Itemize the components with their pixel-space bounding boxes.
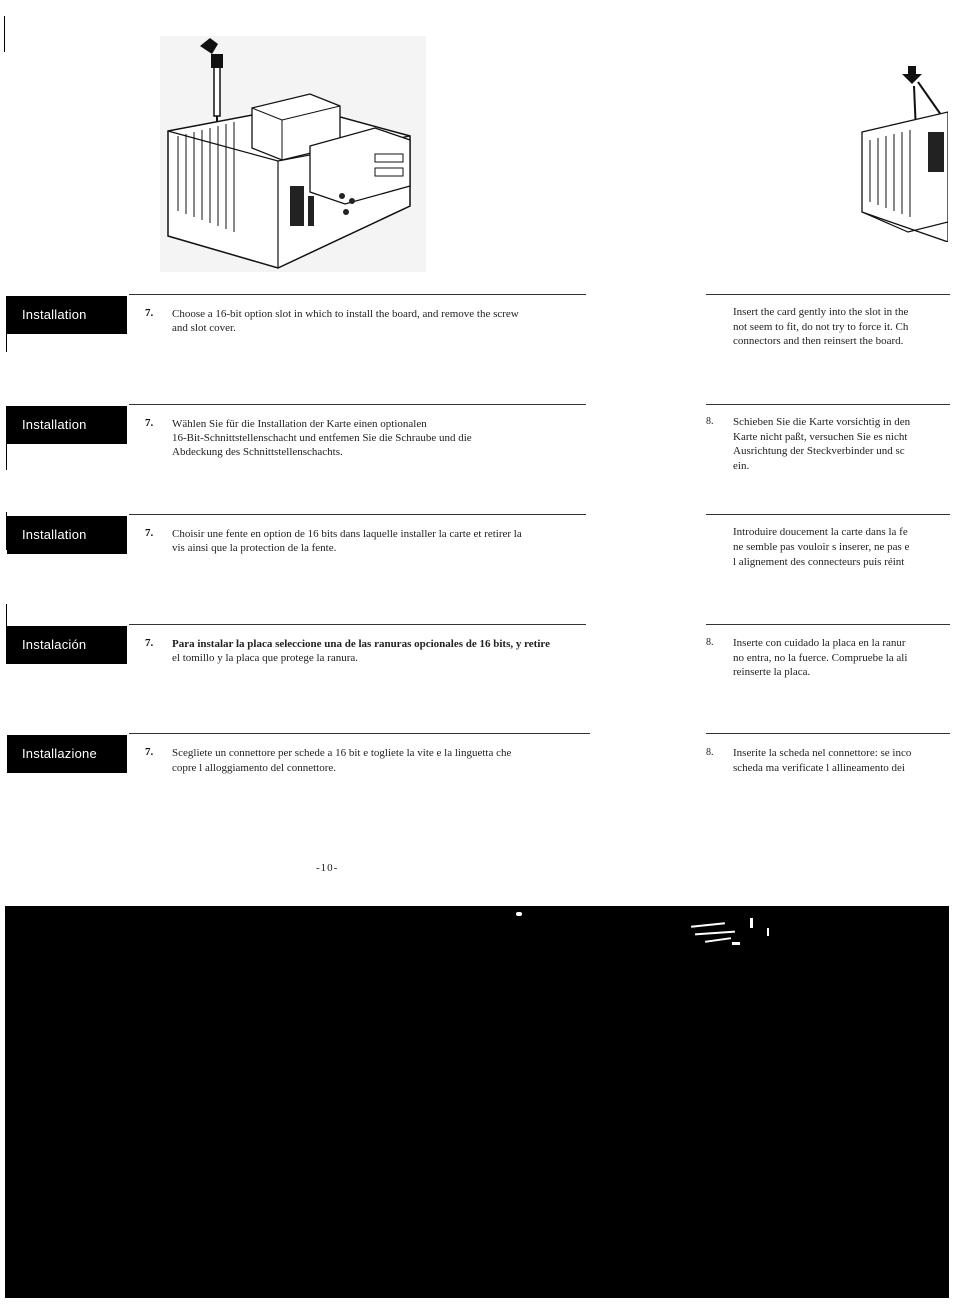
screwdriver-shaft [214, 66, 220, 116]
right-step-number: 8. [706, 747, 714, 758]
scan-speck [516, 912, 522, 916]
step-text-line: vis ainsi que la protection de la fente. [172, 542, 337, 554]
right-step-text-line: scheda ma verificate l allineamento dei [733, 762, 905, 774]
section-rule [129, 624, 586, 625]
step-text-line: Choose a 16-bit option slot in which to install the board, and remove the screw [172, 308, 519, 320]
step-number: 7. [145, 746, 154, 758]
scan-speck [705, 937, 731, 943]
right-step-text-line: no entra, no la fuerce. Compruebe la ali [733, 652, 908, 664]
section-bar [6, 296, 7, 352]
step-number: 7. [145, 637, 154, 649]
scan-speck [691, 922, 725, 928]
scan-speck [695, 931, 735, 936]
right-step-text-line: Inserite la scheda nel connettore: se inco [733, 747, 912, 759]
step-text-line: and slot cover. [172, 322, 236, 334]
chassis-drawing [160, 36, 426, 272]
step-number: 7. [145, 417, 154, 429]
step-text-line: Abdeckung des Schnittstellenschachts. [172, 446, 343, 458]
section-header-english: Installation [7, 296, 127, 334]
step-number: 7. [145, 527, 154, 539]
card-insert-drawing [858, 62, 948, 242]
section-bar [6, 406, 7, 470]
right-section-rule [706, 404, 950, 405]
right-step-text-line: ein. [733, 460, 750, 472]
right-step-number: 8. [706, 416, 714, 427]
right-step-text-line: Introduire doucement la carte dans la fe [733, 526, 908, 538]
right-section-rule [706, 624, 950, 625]
step-text-line: Wählen Sie für die Installation der Karte einen optionalen [172, 418, 427, 430]
step-text-line: 16-Bit-Schnittstellenschacht und entfemen Sie die Schraube und die [172, 432, 472, 444]
step-text-line: Para instalar la placa seleccione una de las ranuras opcionales de 16 bits, y retire [172, 638, 550, 650]
right-step-text-line: Karte nicht paßt, versuchen Sie es nicht [733, 431, 908, 443]
right-section-rule [706, 733, 950, 734]
right-step-text-line: reinserte la placa. [733, 666, 811, 678]
section-header-german: Installation [7, 406, 127, 444]
down-arrow-icon [902, 66, 922, 84]
section-bar [6, 604, 7, 664]
scan-speck [732, 942, 740, 945]
section-rule [129, 404, 586, 405]
right-step-text-line: Inserte con cuidado la placa en la ranur [733, 637, 906, 649]
step-text-line: copre l alloggiamento del connettore. [172, 762, 337, 774]
step-text-line: Scegliete un connettore per schede a 16 bit e togliete la vite e la linguetta che [172, 747, 512, 759]
right-step-text-line: Ausrichtung der Steckverbinder und sc [733, 445, 905, 457]
section-header-spanish: Instalación [7, 626, 127, 664]
section-rule [129, 733, 590, 734]
chassis-screwdriver-illustration [160, 36, 426, 272]
right-section-rule [706, 514, 950, 515]
section-rule [129, 294, 586, 295]
right-step-text-line: ne semble pas vouloir s inserer, ne pas e [733, 541, 910, 553]
page-number: -10- [316, 862, 339, 874]
section-rule [129, 514, 586, 515]
right-step-text-line: not seem to fit, do not try to force it. Ch [733, 321, 909, 333]
scan-speck [750, 918, 753, 928]
right-step-text-line: connectors and then reinsert the board. [733, 335, 904, 347]
step-number: 7. [145, 307, 154, 319]
scan-speck [767, 928, 769, 936]
scan-black-band [5, 906, 949, 1298]
card-insert-illustration [858, 62, 948, 242]
right-step-text-line: l alignement des connecteurs puis réint [733, 556, 905, 568]
right-step-text-line: Schieben Sie die Karte vorsichtig in den [733, 416, 911, 428]
section-header-french: Installation [7, 516, 127, 554]
step-text-line: Choisir une fente en option de 16 bits dans laquelle installer la carte et retirer la [172, 528, 522, 540]
right-step-text-line: Insert the card gently into the slot in the [733, 306, 909, 318]
section-bar [6, 512, 7, 550]
step-text-line: el tomillo y la placa que protege la ranura. [172, 652, 359, 664]
section-header-italian: Installazione [7, 735, 127, 773]
right-section-rule [706, 294, 950, 295]
margin-edge-line [4, 16, 5, 52]
right-step-number: 8. [706, 637, 714, 648]
